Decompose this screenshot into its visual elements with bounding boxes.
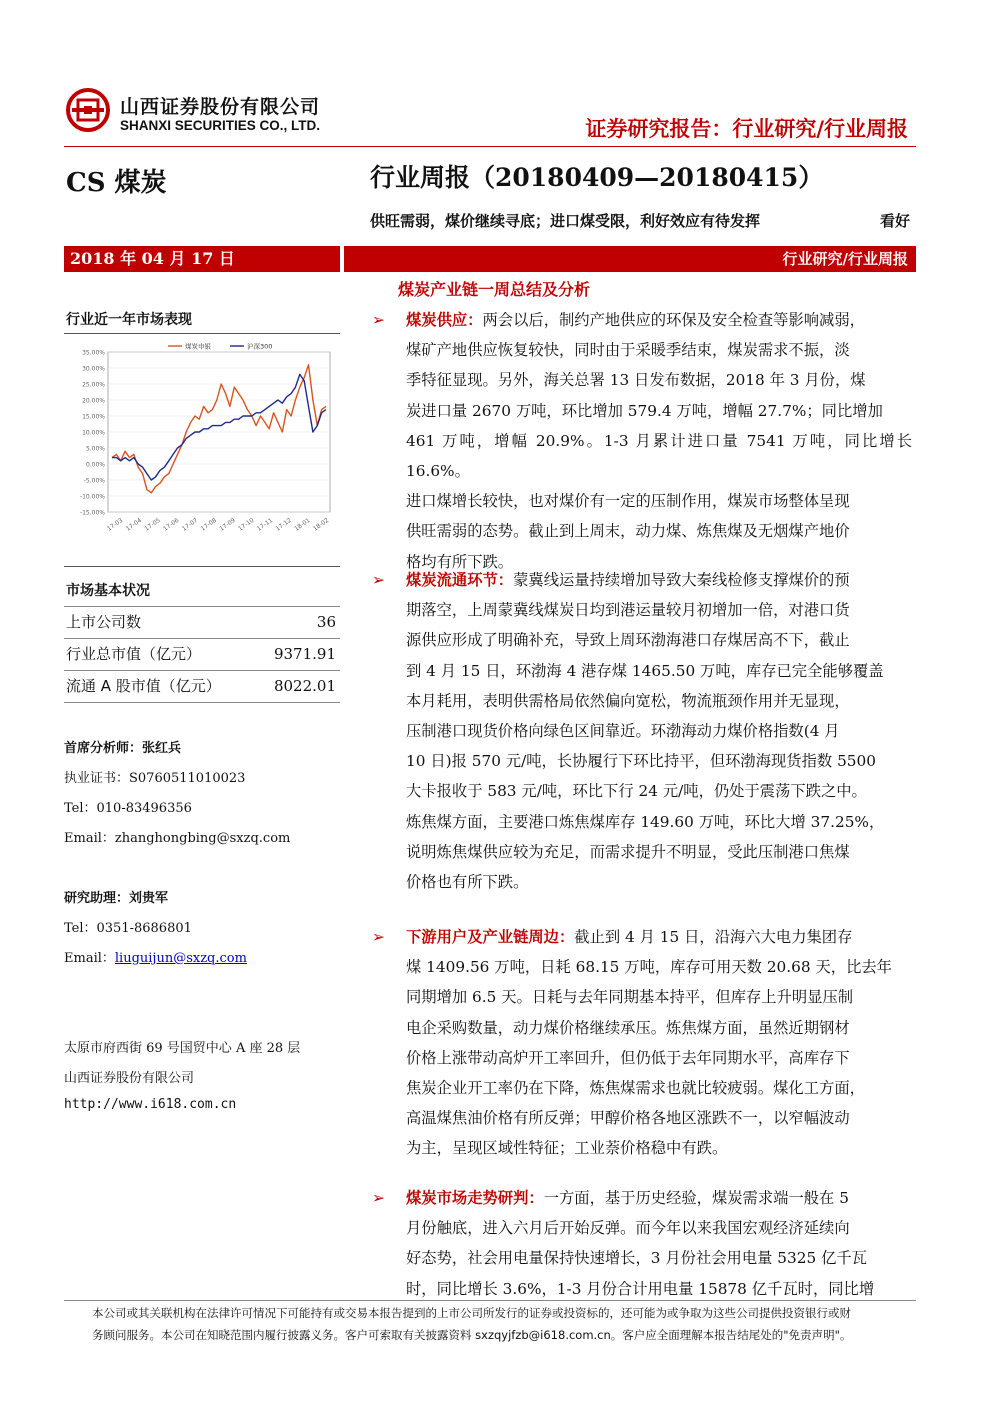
paragraph-line: 价格也有所下跌。 (406, 873, 529, 892)
paragraph-line: 461 万吨，增幅 20.9%。1-3 月累计进口量 7541 万吨，同比增长 16.6%。 (406, 431, 912, 481)
assistant-tel: Tel：0351-8686801 (64, 921, 192, 936)
footer-divider (64, 1300, 916, 1301)
assistant-email-row (64, 947, 247, 966)
paragraph-supply (372, 305, 912, 577)
paragraph-line: 煤炭流通环节：蒙冀线运量持续增加导致大秦线检修支撑煤价的预 (406, 571, 850, 589)
y-tick-label: -5.00% (83, 477, 105, 485)
report-date-bar: 2018 年 04 月 17 日 (64, 246, 340, 272)
y-tick-label: 35.00% (82, 349, 105, 357)
bullet-arrow-icon: ➢ (372, 928, 385, 946)
market-row-value: 8022.01 (273, 677, 336, 695)
y-tick-label: 30.00% (82, 365, 105, 373)
x-tick-label: 17-06 (162, 516, 181, 533)
paragraph-line: 大卡报收于 583 元/吨，环比下行 24 元/吨，仍处于震荡下跌之中。 (406, 782, 867, 801)
market-row-float-cap (64, 670, 340, 703)
analyst-email: Email：zhanghongbing@sxzq.com (64, 831, 291, 846)
market-row-total-cap (64, 638, 340, 670)
paragraph-line: 压制港口现货价格向绿色区间靠近。环渤海动力煤价格指数(4 月 (406, 722, 840, 741)
disclaimer-line: 本公司或其关联机构在法律许可情况下可能持有或交易本报告提到的上市公司所发行的证券或投资标的，还可能为或争取为这些公司提供投资银行或财 (92, 1306, 851, 1320)
paragraph-line: 焦炭企业开工率仍在下降，炼焦煤需求也就比较疲弱。煤化工方面， (406, 1079, 865, 1098)
paragraph-line: 下游用户及产业链周边：截止到 4 月 15 日，沿海六大电力集团存 (406, 928, 853, 946)
paragraph-line: 10 日)报 570 元/吨，长协履行下环比持平，但环渤海现货指数 5500 (406, 752, 876, 771)
report-subtitle: 供旺需弱，煤价继续寻底；进口煤受限，利好效应有待发挥 (370, 212, 761, 230)
report-type: 证券研究报告：行业研究/行业周报 (585, 117, 908, 141)
analyst-tel: Tel：010-83496356 (64, 801, 192, 816)
paragraph-line: 煤矿产地供应恢复较快，同时由于采暖季结束，煤炭需求不振，淡 (406, 341, 850, 360)
x-tick-label: 17-07 (180, 516, 200, 533)
paragraph-lead: 下游用户及产业链周边： (406, 928, 575, 946)
paragraph-line: 煤炭供应：两会以后，制约产地供应的环保及安全检查等影响减弱， (406, 311, 865, 329)
paragraph-lead: 煤炭流通环节： (406, 571, 514, 589)
paragraph-line: 到 4 月 15 日，环渤海 4 港存煤 1465.50 万吨，库存已完全能够覆盖 (406, 661, 884, 680)
x-tick-label: 17-05 (143, 516, 162, 533)
x-tick-label: 17-12 (274, 516, 293, 533)
paragraph-circulation (372, 565, 912, 897)
section-heading: 煤炭产业链一周总结及分析 (398, 280, 591, 299)
market-row-value: 9371.91 (273, 645, 336, 663)
x-tick-label: 17-04 (124, 516, 144, 533)
x-tick-label: 17-03 (105, 516, 125, 533)
y-tick-label: 0.00% (85, 461, 105, 469)
assistant-email-label: Email： (64, 951, 115, 966)
report-category-bar: 行业研究/行业周报 (344, 246, 916, 272)
disclaimer-line: 务顾问服务。本公司在知晓范围内履行披露义务。客户可索取有关披露资料 sxzqyjfzb@i618.com.cn。客户应全面理解本报告结尾处的"免责声明"。 (92, 1328, 852, 1342)
paragraph-line: 炼焦煤方面，主要港口炼焦煤库存 149.60 万吨，环比大增 37.25%， (406, 812, 885, 831)
company-url[interactable]: http://www.i618.com.cn (64, 1097, 237, 1112)
market-table (64, 606, 340, 703)
paragraph-line: 本月耗用，表明供需格局依然偏向宽松，物流瓶颈作用并无显现， (406, 691, 850, 710)
paragraph-line: 炭进口量 2670 万吨，环比增加 579.4 万吨，增幅 27.7%；同比增加 (406, 401, 883, 420)
y-tick-label: 25.00% (82, 381, 105, 389)
y-tick-label: 10.00% (82, 429, 105, 437)
paragraph-line: 进口煤增长较快，也对煤价有一定的压制作用，煤炭市场整体呈现 (406, 492, 850, 511)
company-name-footer: 山西证券股份有限公司 (64, 1071, 195, 1086)
market-chart-svg (64, 334, 340, 566)
paragraph-text (406, 565, 912, 897)
paragraph-outlook (372, 1183, 912, 1304)
weekly-title: 行业周报（20180409—20180415） (370, 163, 824, 192)
y-tick-label: 5.00% (85, 445, 105, 453)
x-tick-label: 18-01 (293, 516, 312, 533)
x-tick-label: 17-09 (218, 516, 237, 533)
paragraph-line: 煤 1409.56 万吨，日耗 68.15 万吨，库存可用天数 20.68 天，比去年 (406, 958, 892, 977)
x-tick-label: 18-02 (311, 516, 331, 533)
paragraph-line: 价格上涨带动高炉开工率回升，但仍低于去年同期水平，高库存下 (406, 1048, 850, 1067)
market-row-label: 流通 A 股市值（亿元） (66, 677, 221, 695)
paragraph-line: 供旺需弱的态势。截止到上周末，动力煤、炼焦煤及无烟煤产地价 (406, 522, 850, 541)
y-tick-label: -15.00% (79, 509, 105, 517)
market-row-label: 行业总市值（亿元） (66, 645, 202, 663)
paragraph-line: 高温煤焦油价格有所反弹；甲醇价格各地区涨跌不一，以窄幅波动 (406, 1109, 850, 1128)
y-tick-label: -10.00% (79, 493, 105, 501)
market-heading: 市场基本状况 (66, 583, 150, 599)
paragraph-line: 季特征显现。另外，海关总署 13 日发布数据，2018 年 3 月份，煤 (406, 371, 866, 390)
bullet-arrow-icon: ➢ (372, 311, 385, 329)
x-tick-label: 17-11 (255, 516, 275, 533)
paragraph-line: 月份触底，进入六月后开始反弹。而今年以来我国宏观经济延续向 (406, 1219, 850, 1238)
legend-label: 沪深300 (247, 342, 273, 351)
x-tick-label: 17-10 (237, 516, 256, 533)
paragraph-line: 煤炭市场走势研判：一方面，基于历史经验，煤炭需求端一般在 5 (406, 1189, 849, 1207)
paragraph-text (406, 922, 912, 1164)
company-name-en: SHANXI SECURITIES CO., LTD. (120, 118, 321, 133)
paragraph-line: 为主，呈现区域性特征；工业萘价格稳中有跌。 (406, 1139, 728, 1158)
x-tick-label: 17-08 (199, 516, 218, 533)
paragraph-downstream (372, 922, 912, 1164)
market-row-companies (64, 606, 340, 638)
paragraph-line: 电企采购数量，动力煤价格继续承压。炼焦煤方面，虽然近期钢材 (406, 1018, 850, 1037)
paragraph-line: 源供应形成了明确补充，导致上周环渤海港口存煤居高不下，截止 (406, 631, 850, 650)
paragraph-text (406, 305, 912, 577)
paragraph-lead: 煤炭供应： (406, 311, 483, 329)
paragraph-lead: 煤炭市场走势研判： (406, 1189, 544, 1207)
paragraph-line: 说明炼焦煤供应较为充足，而需求提升不明显，受此压制港口焦煤 (406, 842, 850, 861)
paragraph-text (406, 1183, 912, 1304)
paragraph-line: 期落空，上周蒙冀线煤炭日均到港运量较月初增加一倍，对港口货 (406, 601, 850, 620)
paragraph-line: 时，同比增长 3.6%，1-3 月份合计用电量 15878 亿千瓦时，同比增 (406, 1279, 875, 1298)
market-row-label: 上市公司数 (66, 613, 142, 631)
market-chart (64, 333, 340, 567)
legend-label: 煤炭申银 (185, 342, 211, 351)
header-divider (64, 146, 916, 147)
y-tick-label: 15.00% (82, 413, 105, 421)
company-name-cn: 山西证券股份有限公司 (120, 96, 321, 118)
company-logo (66, 88, 110, 132)
disclaimer (92, 1302, 922, 1346)
y-tick-label: 20.00% (82, 397, 105, 405)
bullet-arrow-icon: ➢ (372, 571, 385, 589)
research-assistant: 研究助理：刘贵军 (64, 891, 169, 906)
paragraph-line: 同期增加 6.5 天。日耗与去年同期基本持平，但库存上升明显压制 (406, 988, 854, 1007)
chief-analyst: 首席分析师：张红兵 (64, 741, 182, 756)
chart-heading: 行业近一年市场表现 (66, 312, 192, 328)
market-row-value: 36 (316, 613, 336, 631)
office-address: 太原市府西街 69 号国贸中心 A 座 28 层 (64, 1041, 301, 1056)
assistant-email-link[interactable]: liuguijun@sxzq.com (114, 951, 247, 966)
rating-badge: 看好 (879, 212, 910, 230)
bullet-arrow-icon: ➢ (372, 1189, 385, 1207)
paragraph-line: 格均有所下跌。 (406, 552, 514, 571)
sector-title: CS 煤炭 (66, 168, 167, 198)
paragraph-line: 好态势，社会用电量保持快速增长，3 月份社会用电量 5325 亿千瓦 (406, 1249, 867, 1268)
analyst-cert: 执业证书：S0760511010023 (64, 771, 246, 786)
